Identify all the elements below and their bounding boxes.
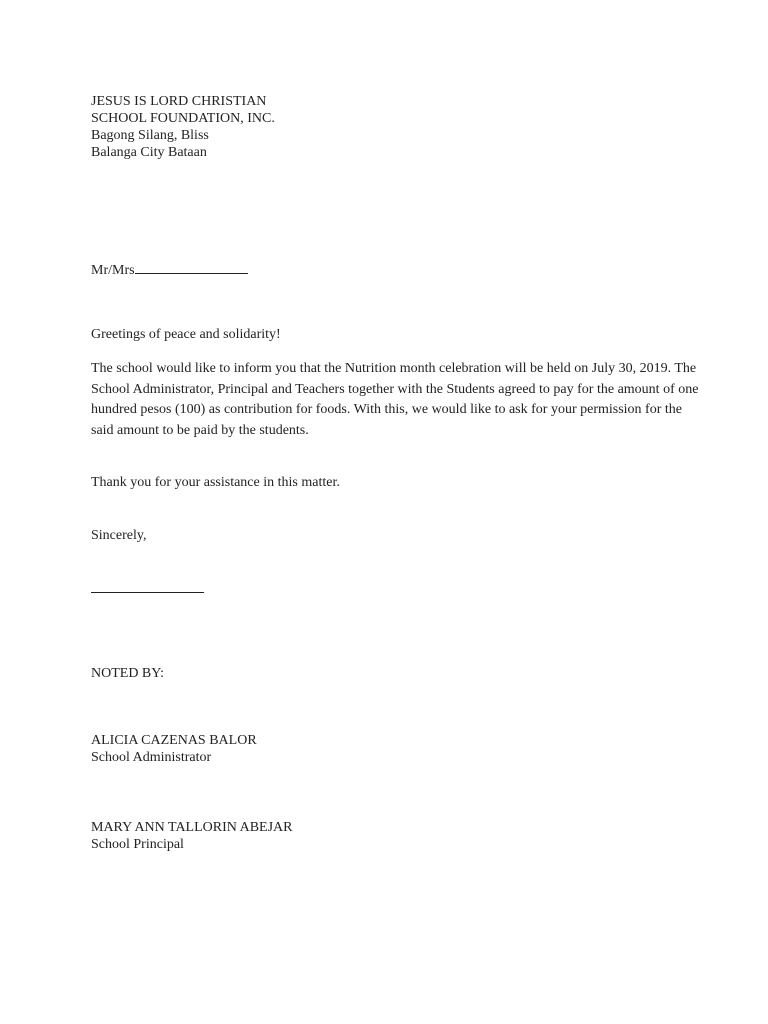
noted-by-label [91,665,711,682]
signature-area [91,580,711,598]
signatory-name: ALICIA CAZENAS BALOR [91,733,257,748]
signatory-block [91,732,711,766]
salutation-prefix: Mr/Mrs [91,263,135,278]
signatory-block [91,819,711,853]
letterhead-address-line-1: Bagong Silang, Bliss [91,128,209,143]
closing [91,527,711,544]
thanks-text: Thank you for your assistance in this matter. [91,475,340,490]
closing-text: Sincerely, [91,528,147,543]
greeting [91,326,711,343]
body-paragraph: The school would like to inform you that the Nutrition month celebration will be held on July 30, 2019. The School Administrator, Principal and Teachers together with the Students agreed to pay for the amount of one hundred pesos (100) as contribution for foods. With this, we would like to ask for your permission for the said amount to be paid by the students. [91,361,699,438]
letterhead-org-line-1: JESUS IS LORD CHRISTIAN [91,94,267,109]
salutation [91,261,711,279]
noted-by-text: NOTED BY: [91,666,164,681]
signature-line [91,580,204,593]
letterhead-address-line-2: Balanga City Bataan [91,145,207,160]
greeting-text: Greetings of peace and solidarity! [91,327,281,342]
letterhead-org-line-2: SCHOOL FOUNDATION, INC. [91,111,275,126]
signatory-name: MARY ANN TALLORIN ABEJAR [91,820,293,835]
signatory-title: School Principal [91,837,184,852]
thanks-line [91,474,711,491]
letterhead [91,93,711,161]
recipient-name-blank [135,261,248,274]
signatory-title: School Administrator [91,750,212,765]
